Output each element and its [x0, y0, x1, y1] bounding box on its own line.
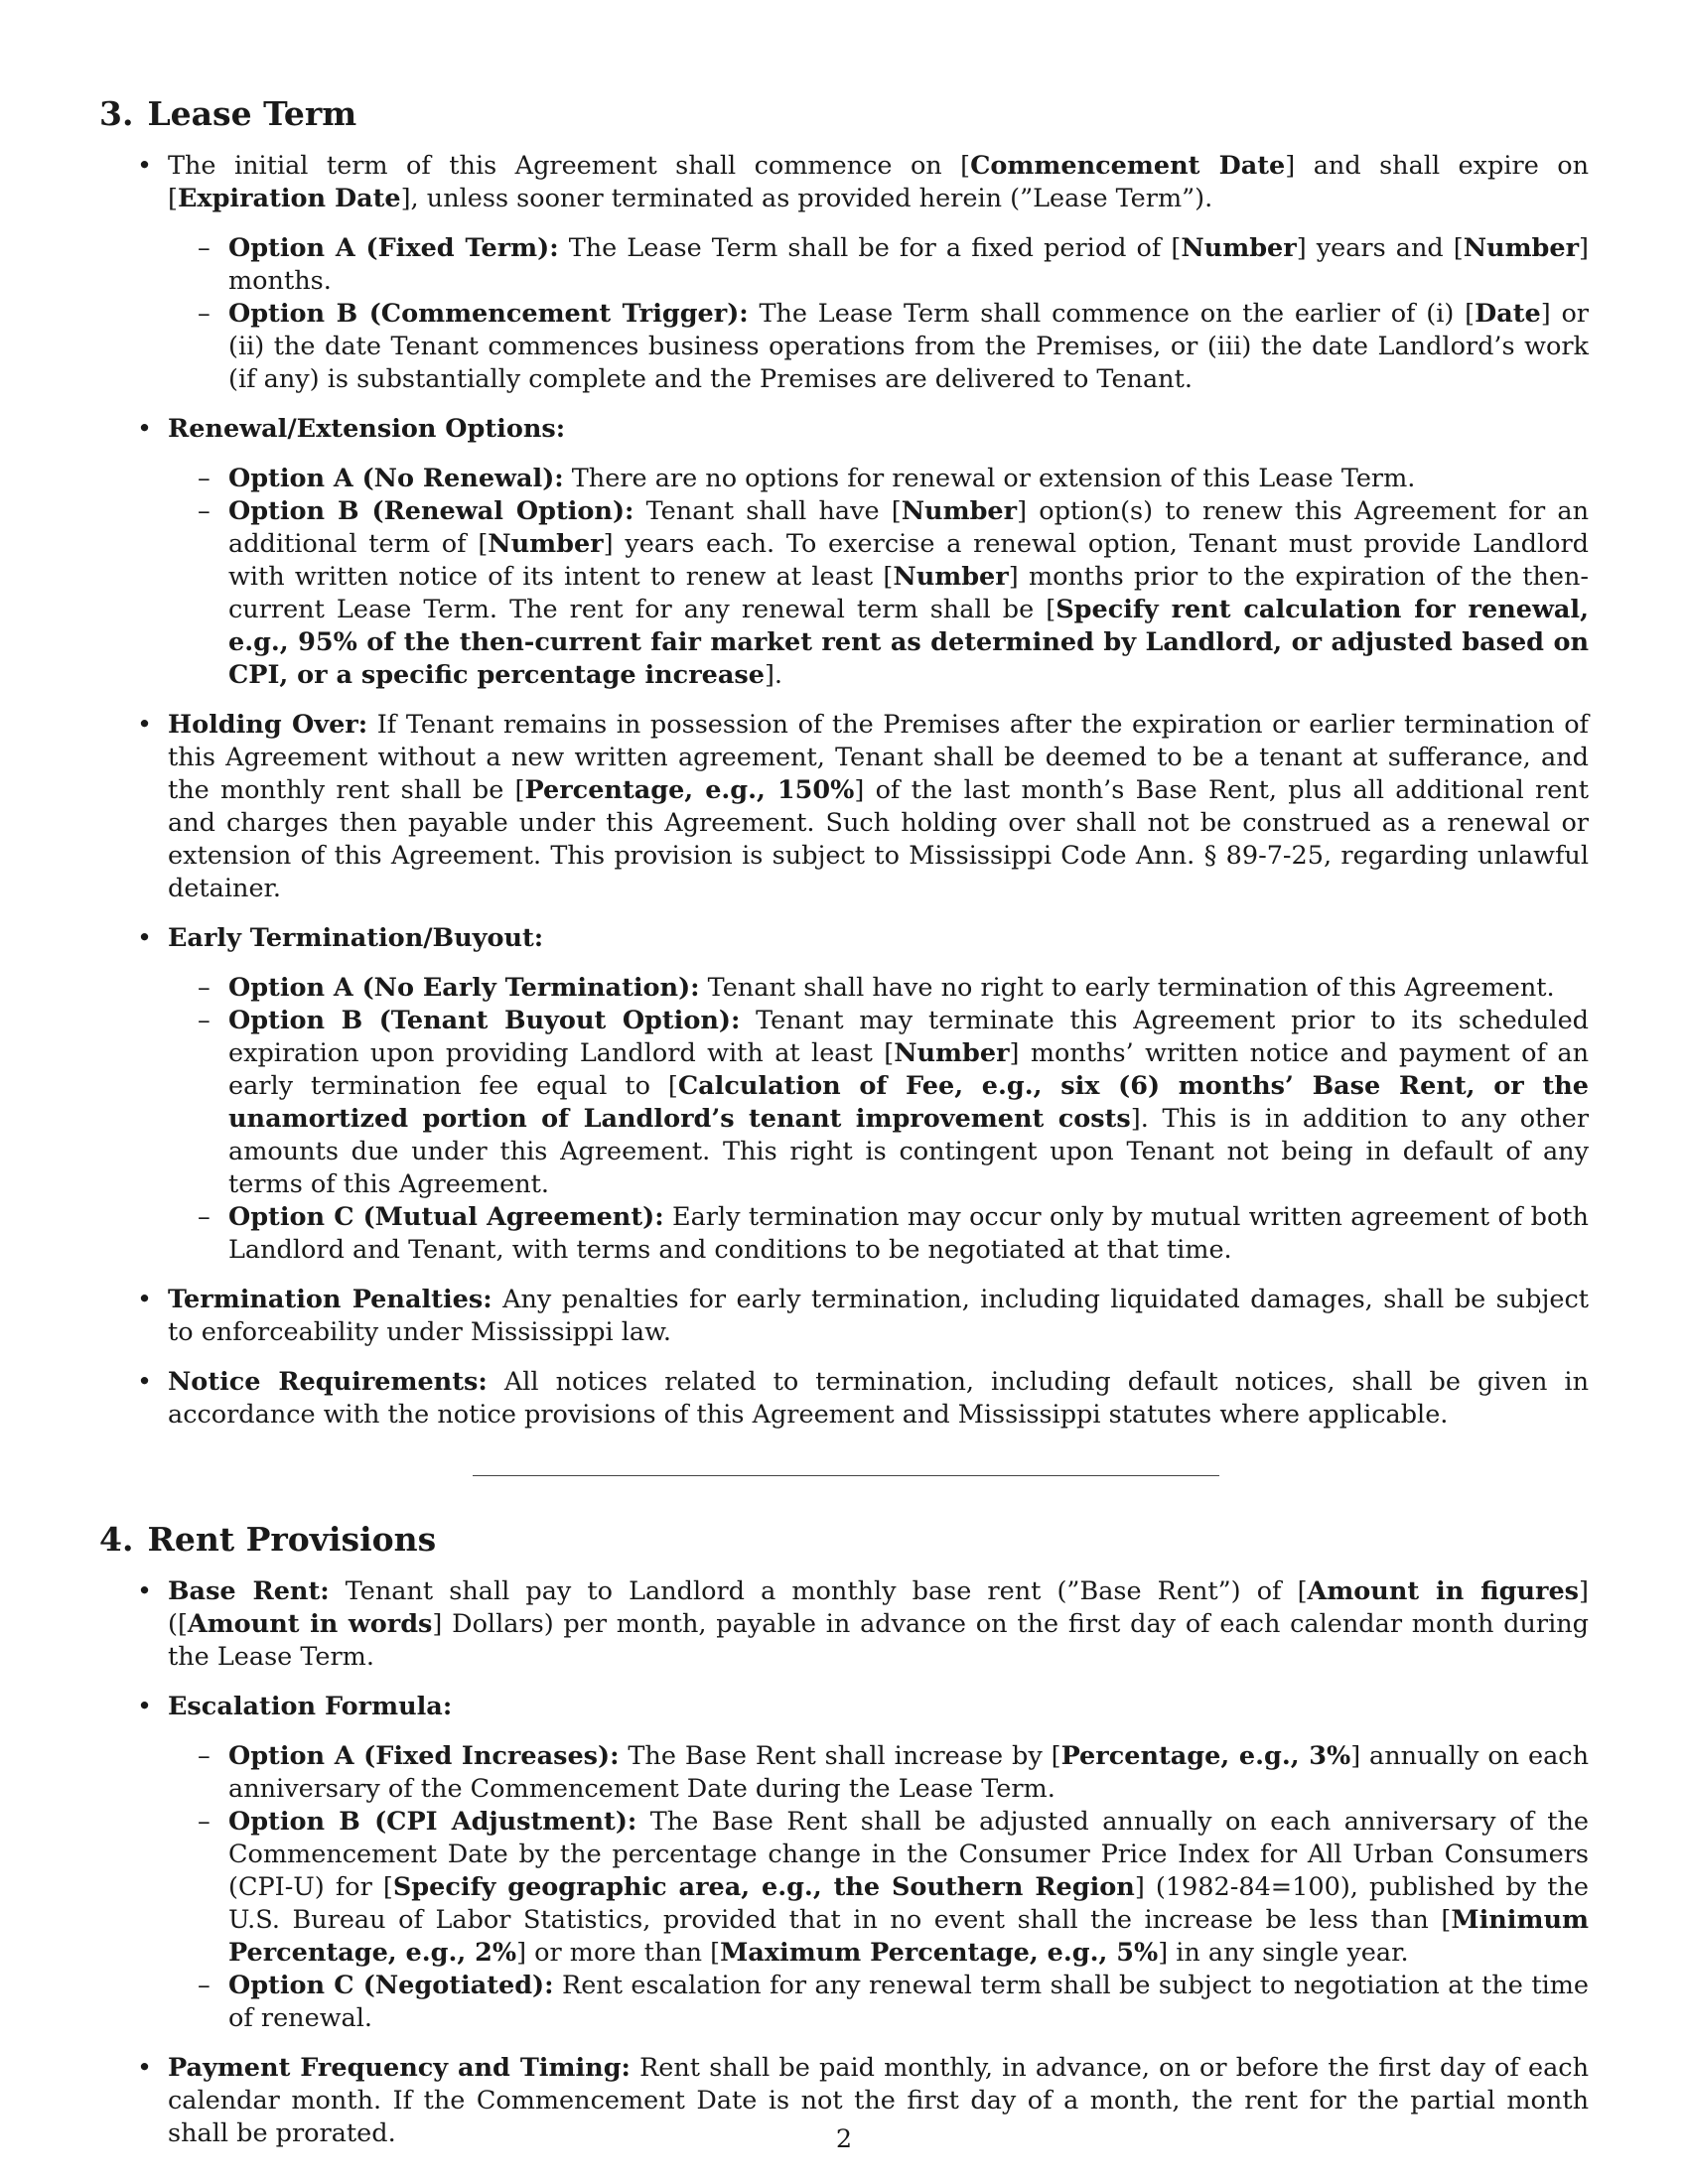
option-no-renewal: – Option A (No Renewal): There are no options for renewal or extension of this Lease Term. — [168, 463, 1589, 495]
option-cpi-adjustment: – Option B (CPI Adjustment): The Base Rent shall be adjusted annually on each anniversary of the Commencement Date by the percentage change in the Consumer Price Index for All Urban Consumers (CPI-U) for [Specify geographic area, e.g., the Southern Region] (1982-84=100), published by the U.S. Bureau of Labor Statistics, provided that in no event shall the increase be less than [Minimum Percentage, e.g., 2%] or more than [Maximum Percentage, e.g., 5%] in any single year. — [168, 1806, 1589, 1970]
list-item-holding-over: • Holding Over: If Tenant remains in possession of the Premises after the expiration or earlier termination of this Agreement without a new written agreement, Tenant shall be deemed to be a tenant at sufferance, and the monthly rent shall be [Percentage, e.g., 150%] of the last month’s Base Rent, plus all additional rent and charges then payable under this Agreement. Such holding over shall not be construed as a renewal or extension of this Agreement. This provision is subject to Mississippi Code Ann. § 89-7-25, regarding unlawful detainer. — [99, 709, 1589, 905]
early-termination-options — [168, 972, 1589, 1267]
option-fixed-increases: – Option A (Fixed Increases): The Base Rent shall increase by [Percentage, e.g., 3%] annually on each anniversary of the Commencement Date during the Lease Term. — [168, 1740, 1589, 1806]
list-item-base-rent: • Base Rent: Tenant shall pay to Landlord a monthly base rent (”Base Rent”) of [Amount in figures] ([Amount in words] Dollars) per month, payable in advance on the first day of each calendar month during the Lease Term. — [99, 1575, 1589, 1674]
lease-term-list — [99, 150, 1589, 1432]
renewal-options — [168, 463, 1589, 692]
option-negotiated: – Option C (Negotiated): Rent escalation for any renewal term shall be subject to negotiation at the time of renewal. — [168, 1970, 1589, 2035]
document-page — [99, 94, 1589, 2167]
list-item-termination-penalties: • Termination Penalties: Any penalties for early termination, including liquidated damages, shall be subject to enforceability under Mississippi law. — [99, 1284, 1589, 1349]
section-heading-rent-provisions: 4. Rent Provisions — [99, 1520, 437, 1559]
rent-provisions-list — [99, 1575, 1589, 2150]
option-no-early-termination: – Option A (No Early Termination): Tenant shall have no right to early termination of this Agreement. — [168, 972, 1589, 1005]
option-fixed-term: – Option A (Fixed Term): The Lease Term shall be for a fixed period of [Number] years and [Number] months. — [168, 232, 1589, 298]
option-renewal-option: – Option B (Renewal Option): Tenant shall have [Number] option(s) to renew this Agreement for an additional term of [Number] years each. To exercise a renewal option, Tenant must provide Landlord with written notice of its intent to renew at least [Number] months prior to the expiration of the then-current Lease Term. The rent for any renewal term shall be [Specify rent calculation for renewal, e.g., 95% of the then-current fair market rent as determined by Landlord, or adjusted based on CPI, or a specific percentage increase]. — [168, 495, 1589, 692]
escalation-options — [168, 1740, 1589, 2035]
list-item-escalation-formula: • Escalation Formula: – Option A (Fixed Increases): The Base Rent shall increase by [Percentage, e.g., 3%] annually on each anniversary of the Commencement Date during the Lease Term. – Option B (CPI Adjustment): The Base Rent shall be adjusted annually on each anniversary of the Commencement Date by the percentage change in the Consumer Price Index for All Urban Consumers (CPI-U) for [Specify geographic area, e.g., the Southern Region] (1982-84=100), published by the U.S. Bureau of Labor Statistics, provided that in no event shall the increase be less than [Minimum Percentage, e.g., 2%] or more than [Maximum Percentage, e.g., 5%] in any single year. – Option C (Negotiated): Rent escalation for any renewal term shall be subject to negotiation at the time of renewal. — [99, 1691, 1589, 2035]
option-commencement-trigger: – Option B (Commencement Trigger): The Lease Term shall commence on the earlier of (i) [Date] or (ii) the date Tenant commences business operations from the Premises, or (iii) the date Landlord’s work (if any) is substantially complete and the Premises are delivered to Tenant. — [168, 298, 1589, 396]
section-heading-lease-term: 3. Lease Term — [99, 94, 357, 133]
option-tenant-buyout: – Option B (Tenant Buyout Option): Tenant may terminate this Agreement prior to its scheduled expiration upon providing Landlord with at least [Number] months’ written notice and payment of an early termination fee equal to [Calculation of Fee, e.g., six (6) months’ Base Rent, or the unamortized portion of Landlord’s tenant improvement costs]. This is in addition to any other amounts due under this Agreement. This right is contingent upon Tenant not being in default of any terms of this Agreement. — [168, 1005, 1589, 1201]
section-divider — [473, 1475, 1219, 1476]
list-item-notice-requirements: • Notice Requirements: All notices related to termination, including default notices, shall be given in accordance with the notice provisions of this Agreement and Mississippi statutes where applicable. — [99, 1366, 1589, 1432]
list-item-early-termination: • Early Termination/Buyout: – Option A (No Early Termination): Tenant shall have no right to early termination of this Agreement. – Option B (Tenant Buyout Option): Tenant may terminate this Agreement prior to its scheduled expiration upon providing Landlord with at least [Number] months’ written notice and payment of an early termination fee equal to [Calculation of Fee, e.g., six (6) months’ Base Rent, or the unamortized portion of Landlord’s tenant improvement costs]. This is in addition to any other amounts due under this Agreement. This right is contingent upon Tenant not being in default of any terms of this Agreement. – Option C (Mutual Agreement): Early termination may occur only by mutual written agreement of both Landlord and Tenant, with terms and conditions to be negotiated at that time. — [99, 922, 1589, 1267]
list-item-payment-frequency: • Payment Frequency and Timing: Rent shall be paid monthly, in advance, on or before the first day of each calendar month. If the Commencement Date is not the first day of a month, the rent for the partial month shall be prorated. — [99, 2052, 1589, 2150]
lease-term-options — [168, 232, 1589, 396]
list-item-initial-term: • The initial term of this Agreement shall commence on [Commencement Date] and shall expire on [Expiration Date], unless sooner terminated as provided herein (”Lease Term”). – Option A (Fixed Term): The Lease Term shall be for a fixed period of [Number] years and [Number] months. – Option B (Commencement Trigger): The Lease Term shall commence on the earlier of (i) [Date] or (ii) the date Tenant commences business operations from the Premises, or (iii) the date Landlord’s work (if any) is substantially complete and the Premises are delivered to Tenant. — [99, 150, 1589, 396]
option-mutual-agreement: – Option C (Mutual Agreement): Early termination may occur only by mutual written agreement of both Landlord and Tenant, with terms and conditions to be negotiated at that time. — [168, 1201, 1589, 1267]
page-number: 2 — [835, 2124, 853, 2154]
list-item-renewal-options: • Renewal/Extension Options: – Option A (No Renewal): There are no options for renewal or extension of this Lease Term. – Option B (Renewal Option): Tenant shall have [Number] option(s) to renew this Agreement for an additional term of [Number] years each. To exercise a renewal option, Tenant must provide Landlord with written notice of its intent to renew at least [Number] months prior to the expiration of the then-current Lease Term. The rent for any renewal term shall be [Specify rent calculation for renewal, e.g., 95% of the then-current fair market rent as determined by Landlord, or adjusted based on CPI, or a specific percentage increase]. — [99, 413, 1589, 692]
